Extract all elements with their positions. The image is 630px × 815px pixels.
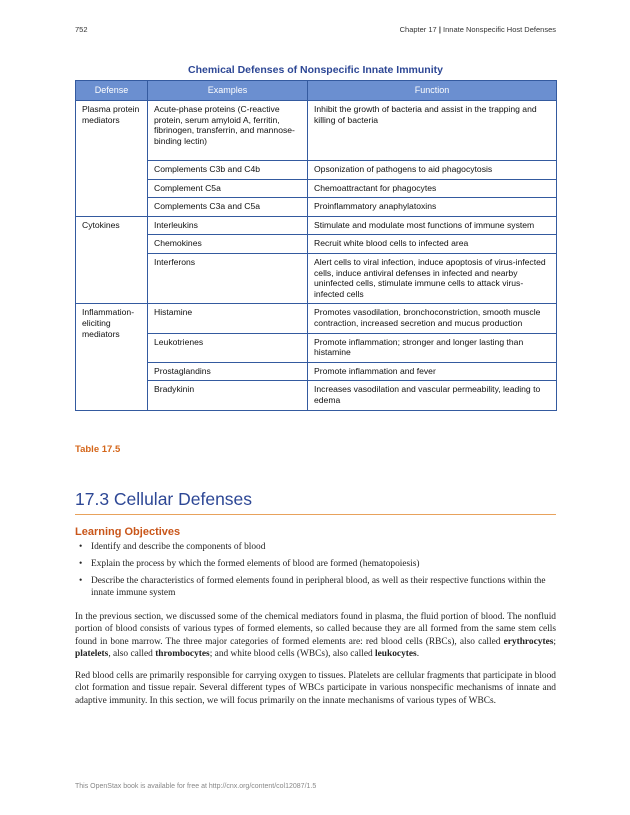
example-cell: Prostaglandins: [148, 362, 308, 381]
function-cell: Alert cells to viral infection, induce apoptosis of virus-infected cells, induce antiviral defenses in infected and nearby uninfected cells, stimulate immune cells to attack virus-infected cells: [308, 253, 557, 303]
example-cell: Chemokines: [148, 235, 308, 254]
example-cell: Leukotrienes: [148, 333, 308, 362]
table-row: [76, 216, 557, 235]
header-separator: |: [438, 25, 441, 34]
chemical-defenses-table: [75, 80, 557, 411]
list-item: [75, 558, 556, 570]
paragraph-text: ; and white blood cells (WBCs), also called: [209, 649, 376, 660]
body-paragraph-blood-cells: Red blood cells are primarily responsible for carrying oxygen to tissues. Platelets are cellular fragments that participate in blood clot formation and tissue repair. Several different types of WBCs participate in various nonspecific mechanisms of innate and adaptive immunity. In this section, we will focus primarily on the innate mechanisms of various types of WBCs.: [75, 671, 556, 706]
term-thrombocytes: thrombocytes: [155, 649, 210, 660]
list-item: [75, 575, 556, 599]
column-header-defense: Defense: [76, 81, 148, 101]
table-row: [76, 198, 557, 217]
table-row: [76, 235, 557, 254]
example-cell: Bradykinin: [148, 381, 308, 410]
defense-cell: Inflammation-eliciting mediators: [76, 304, 148, 410]
objective-text: Identify and describe the components of blood: [91, 542, 266, 552]
term-platelets: platelets: [75, 649, 109, 660]
chapter-label: Chapter 17: [399, 25, 437, 34]
objective-text: Explain the process by which the formed elements of blood are formed (hematopoiesis): [91, 559, 420, 569]
example-cell: Complements C3a and C5a: [148, 198, 308, 217]
table-header-row: [76, 81, 557, 101]
page-number: 752: [75, 25, 88, 34]
example-cell: Complement C5a: [148, 179, 308, 198]
function-cell: Opsonization of pathogens to aid phagocytosis: [308, 161, 557, 180]
table-row: [76, 304, 557, 333]
term-erythrocytes: erythrocytes: [503, 636, 554, 647]
column-header-examples: Examples: [148, 81, 308, 101]
learning-objectives-list: [75, 541, 556, 604]
table-caption: Table 17.5: [75, 444, 121, 455]
paragraph-text: In the previous section, we discussed some of the chemical mediators found in plasma, the fluid portion of blood. The nonfluid portion of blood consists of various types of formed elements, so called because they are all formed from the same stem cells found in bone marrow. The three major categories of formed elements are: red blood cells (RBCs), also called: [75, 612, 556, 647]
function-cell: Recruit white blood cells to infected area: [308, 235, 557, 254]
bullet-icon: •: [79, 576, 83, 586]
example-cell: Histamine: [148, 304, 308, 333]
section-title: 17.3 Cellular Defenses: [75, 489, 253, 509]
term-leukocytes: leukocytes: [375, 649, 417, 660]
objective-text: Describe the characteristics of formed elements found in peripheral blood, as well as their respective functions within the innate immune system: [91, 576, 546, 598]
chapter-heading: [400, 25, 556, 34]
table-title: Chemical Defenses of Nonspecific Innate Immunity: [188, 64, 443, 76]
page-footer: This OpenStax book is available for free at http://cnx.org/content/col12087/1.5: [75, 783, 317, 790]
table-row: [76, 333, 557, 362]
defense-cell: Plasma protein mediators: [76, 101, 148, 217]
function-cell: Stimulate and modulate most functions of immune system: [308, 216, 557, 235]
defense-cell: Cytokines: [76, 216, 148, 304]
column-header-function: Function: [308, 81, 557, 101]
example-cell: Interleukins: [148, 216, 308, 235]
function-cell: Proinflammatory anaphylatoxins: [308, 198, 557, 217]
bullet-icon: •: [79, 559, 83, 569]
function-cell: Promote inflammation and fever: [308, 362, 557, 381]
example-cell: Acute-phase proteins (C-reactive protein, serum amyloid A, ferritin, fibrinogen, transferrin, and mannose-binding lectin): [148, 101, 308, 161]
learning-objectives-title: Learning Objectives: [75, 526, 181, 538]
body-paragraph-formed-elements: [75, 611, 556, 661]
function-cell: Inhibit the growth of bacteria and assist in the trapping and killing of bacteria: [308, 101, 557, 161]
chapter-title: Innate Nonspecific Host Defenses: [443, 25, 556, 34]
function-cell: Promotes vasodilation, bronchoconstriction, smooth muscle contraction, increased secretion and mucus production: [308, 304, 557, 333]
table-row: [76, 101, 557, 161]
page-header: [75, 25, 556, 34]
function-cell: Chemoattractant for phagocytes: [308, 179, 557, 198]
table-row: [76, 381, 557, 410]
list-item: [75, 541, 556, 553]
paragraph-text: , also called: [108, 649, 156, 660]
table-row: [76, 179, 557, 198]
function-cell: Increases vasodilation and vascular permeability, leading to edema: [308, 381, 557, 410]
table-row: [76, 362, 557, 381]
function-cell: Promote inflammation; stronger and longer lasting than histamine: [308, 333, 557, 362]
example-cell: Interferons: [148, 253, 308, 303]
example-cell: Complements C3b and C4b: [148, 161, 308, 180]
table-row: [76, 253, 557, 303]
paragraph-text: ;: [553, 636, 556, 647]
section-divider: [75, 514, 556, 515]
paragraph-text: .: [416, 649, 420, 660]
bullet-icon: •: [79, 542, 83, 552]
table-row: [76, 161, 557, 180]
